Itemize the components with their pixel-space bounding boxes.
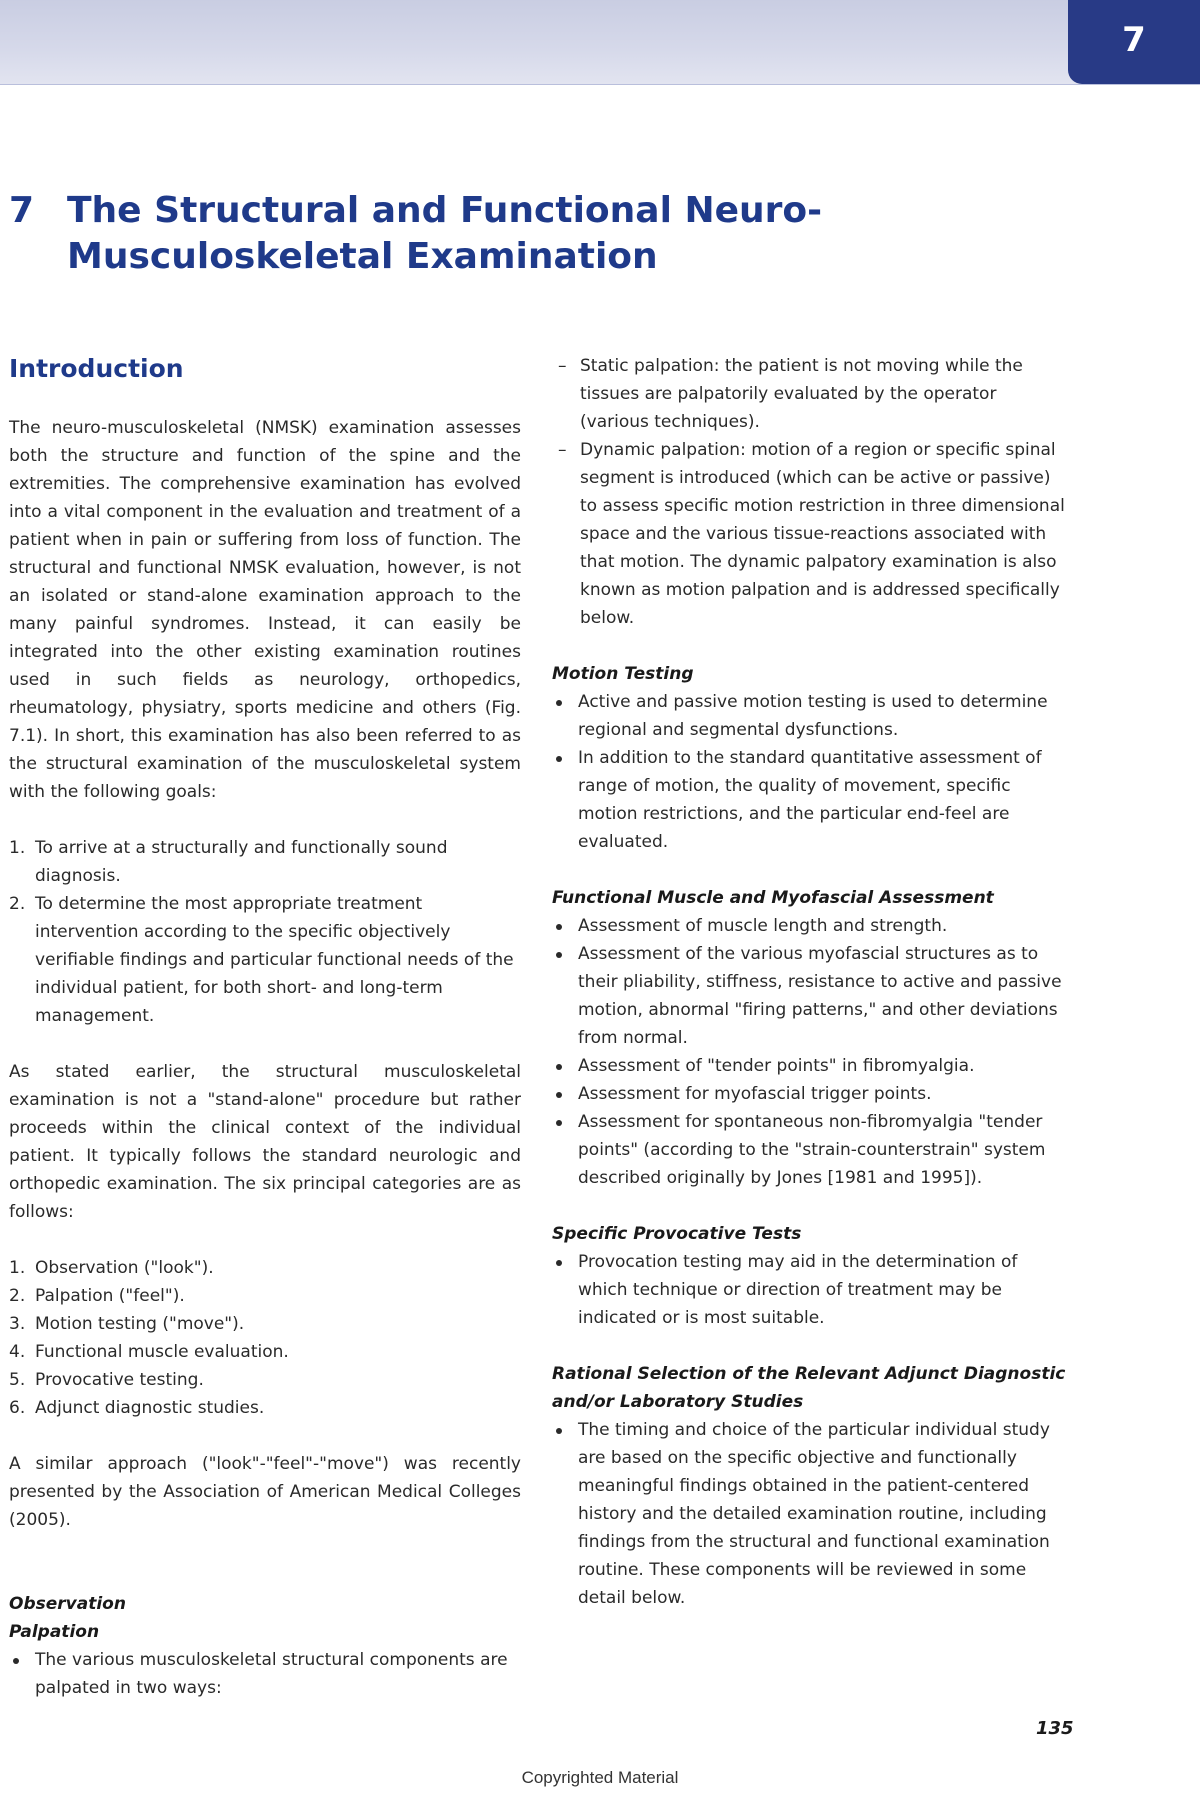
goals-list [9,834,521,1030]
list-item: Assessment of "tender points" in fibromyalgia. [552,1052,1068,1080]
list-item: – Static palpation: the patient is not moving while the tissues are palpatorily evaluated by the operator (various techniques). [552,352,1068,436]
list-item [9,1254,521,1282]
chapter-tab [1068,0,1200,84]
list-item: The timing and choice of the particular individual study are based on the specific objective and functionally meaningful findings obtained in the patient-centered history and the detailed examination routine, including findings from the structural and functional examination routine. These components will be reviewed in some detail below. [552,1416,1068,1612]
list-number: 1. [9,838,26,858]
list-item: Assessment of the various myofascial structures as to their pliability, stiffness, resistance to active and passive motion, abnormal "firing patterns," and other deviations from normal. [552,940,1068,1052]
list-item: Active and passive motion testing is used to determine regional and segmental dysfunctions. [552,688,1068,744]
chapter-number: 7 [9,190,35,231]
motion-testing-list [552,688,1068,856]
list-item-text: To determine the most appropriate treatment intervention according to the specific objectively verifiable findings and particular functional needs of the individual patient, for both short- and long-term management. [35,894,514,1026]
chapter-title-text: The Structural and Functional Neuro-Musculoskeletal Examination [67,190,823,277]
adjunct-studies-list [552,1416,1068,1612]
subheading-observation: Observation [9,1594,126,1614]
subheading-muscle-assessment: Functional Muscle and Myofascial Assessment [552,888,994,908]
subheading-provocative-tests: Specific Provocative Tests [552,1224,802,1244]
list-number: 2. [9,894,26,914]
list-item: Assessment for myofascial trigger points. [552,1080,1068,1108]
page-header-band [0,0,1200,85]
list-number: 3. [9,1314,26,1334]
list-number: 2. [9,1286,26,1306]
subheading-palpation: Palpation [9,1622,100,1642]
provocative-tests-list [552,1248,1068,1332]
copyright-notice: Copyrighted Material [521,1768,679,1787]
subheading-adjunct-studies: Rational Selection of the Relevant Adjunct Diagnostic and/or Laboratory Studies [552,1364,1066,1412]
section-heading-introduction: Introduction [9,354,184,383]
categories-paragraph: As stated earlier, the structural musculoskeletal examination is not a "stand-alone" procedure but rather proceeds within the clinical context of the individual patient. It typically follows the standard neurologic and orthopedic examination. The six principal categories are as follows: [9,1062,521,1222]
muscle-assessment-list [552,912,1068,1192]
list-item [9,1282,521,1310]
palpation-methods-list [552,352,1068,632]
list-item [9,1310,521,1338]
list-item: Assessment for spontaneous non-fibromyalgia "tender points" (according to the "strain-counterstrain" system described originally by Jones [1981 and 1995]). [552,1108,1068,1192]
list-item [9,890,521,1030]
list-number: 5. [9,1370,26,1390]
list-item-text: Motion testing ("move"). [35,1314,245,1334]
list-item: Provocation testing may aid in the determination of which technique or direction of treatment may be indicated or is most suitable. [552,1248,1068,1332]
page-number: 135 [1036,1718,1074,1739]
list-item [9,834,521,890]
list-item: – Dynamic palpation: motion of a region or specific spinal segment is introduced (which can be active or passive) to assess specific motion restriction in three dimensional space and the various tissue-reactions associated with that motion. The dynamic palpatory examination is also known as motion palpation and is addressed specifically below. [552,436,1068,632]
chapter-tab-number: 7 [1122,20,1146,60]
list-item-text: Adjunct diagnostic studies. [35,1398,265,1418]
list-item: Assessment of muscle length and strength. [552,912,1068,940]
intro-paragraph: The neuro-musculoskeletal (NMSK) examination assesses both the structure and function of the spine and the extremities. The comprehensive examination has evolved into a vital component in the evaluation and treatment of a patient when in pain or suffering from loss of function. The structural and functional NMSK evaluation, however, is not an isolated or stand-alone examination approach to the many painful syndromes. Instead, it can easily be integrated into the other existing examination routines used in such fields as neurology, orthopedics, rheumatology, physiatry, sports medicine and others (Fig. 7.1). In short, this examination has also been referred to as the structural examination of the musculoskeletal system with the following goals: [9,418,521,802]
right-column [552,352,1068,1612]
subheading-motion-testing: Motion Testing [552,664,694,684]
list-item-text: Palpation ("feel"). [35,1286,185,1306]
list-number: 1. [9,1258,26,1278]
list-item [9,1366,521,1394]
list-item: The various musculoskeletal structural components are palpated in two ways: [9,1646,521,1702]
list-item [9,1394,521,1422]
list-item-text: Functional muscle evaluation. [35,1342,289,1362]
palpation-list [9,1646,521,1702]
list-number: 6. [9,1398,26,1418]
aamc-paragraph: A similar approach ("look"-"feel"-"move") was recently presented by the Association of American Medical Colleges (2005). [9,1454,521,1530]
left-column [9,352,521,1702]
list-item-text: To arrive at a structurally and functionally sound diagnosis. [35,838,448,886]
list-item-text: Provocative testing. [35,1370,204,1390]
list-item-text: Observation ("look"). [35,1258,214,1278]
list-item: In addition to the standard quantitative assessment of range of motion, the quality of movement, specific motion restrictions, and the particular end-feel are evaluated. [552,744,1068,856]
list-number: 4. [9,1342,26,1362]
list-item [9,1338,521,1366]
categories-list [9,1254,521,1422]
